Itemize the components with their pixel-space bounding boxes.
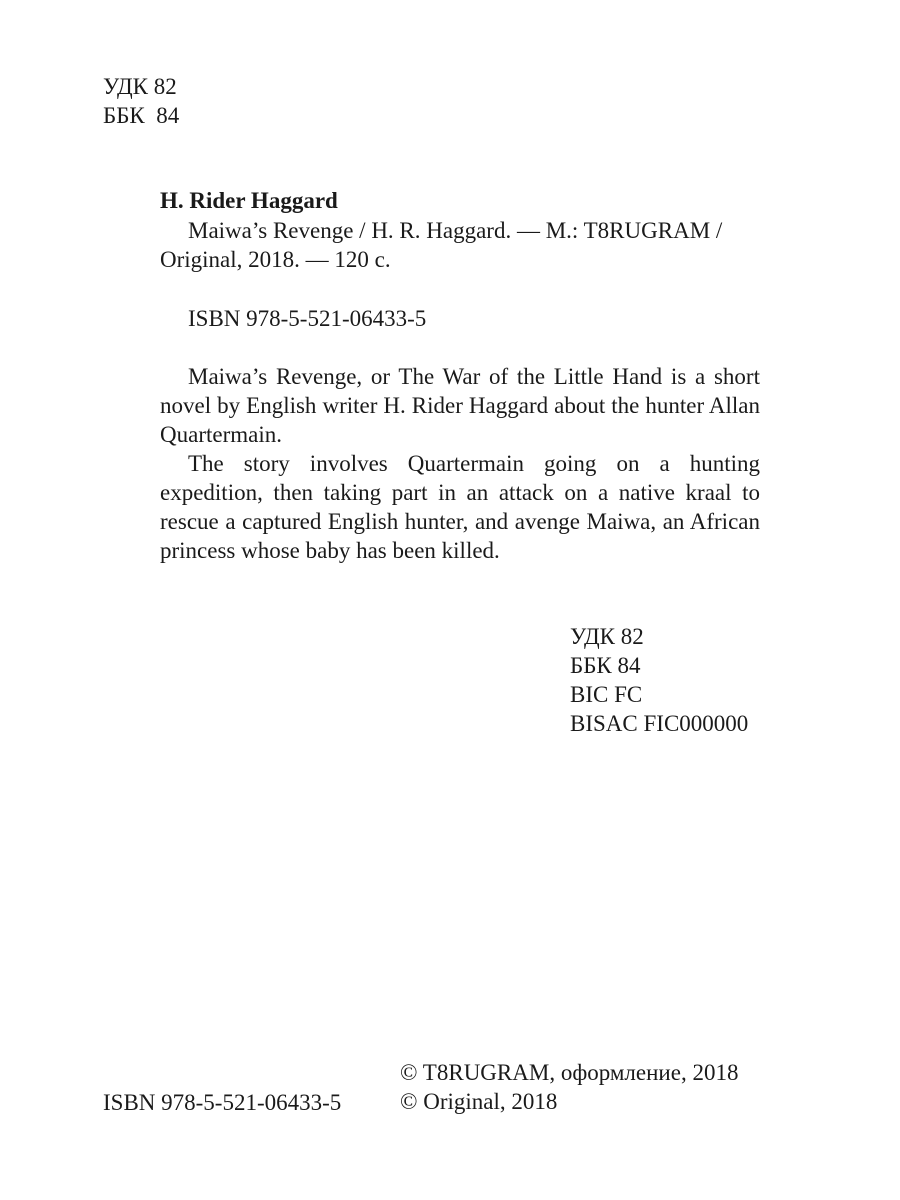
bibliographic-line-2: Original, 2018. — 120 c. (160, 247, 391, 272)
bisac-code: BISAC FIC000000 (570, 711, 749, 736)
bibliographic-line-1: Maiwa’s Revenge / H. R. Haggard. — M.: T8RUGRAM / (188, 218, 723, 243)
bbk-code-2: ББК 84 (570, 653, 641, 678)
annotation-paragraph-1: Maiwa’s Revenge, or The War of the Little Hand is a short novel by English writer H. Rider Haggard about the hunter Allan Quartermain. (160, 364, 760, 447)
bic-code: BIC FC (570, 682, 643, 707)
bbk-code: ББК 84 (103, 103, 180, 128)
isbn-footer: ISBN 978-5-521-06433-5 (103, 1090, 342, 1115)
udk-code: УДК 82 (103, 74, 177, 99)
copyright-design: © T8RUGRAM, оформление, 2018 (400, 1060, 739, 1085)
udk-code-2: УДК 82 (570, 624, 644, 649)
copyright-original: © Original, 2018 (400, 1089, 558, 1114)
annotation (160, 362, 760, 565)
copyright-block (400, 1058, 738, 1116)
annotation-paragraph-2: The story involves Quartermain going on a hunting expedition, then taking part in an attack on a native kraal to rescue a captured English hunter, and avenge Maiwa, an African princess whose baby has been killed. (160, 451, 760, 563)
isbn-main: ISBN 978-5-521-06433-5 (188, 306, 427, 331)
classification-codes (570, 622, 748, 738)
top-classification-codes (103, 72, 179, 130)
author-name: H. Rider Haggard (160, 188, 338, 213)
